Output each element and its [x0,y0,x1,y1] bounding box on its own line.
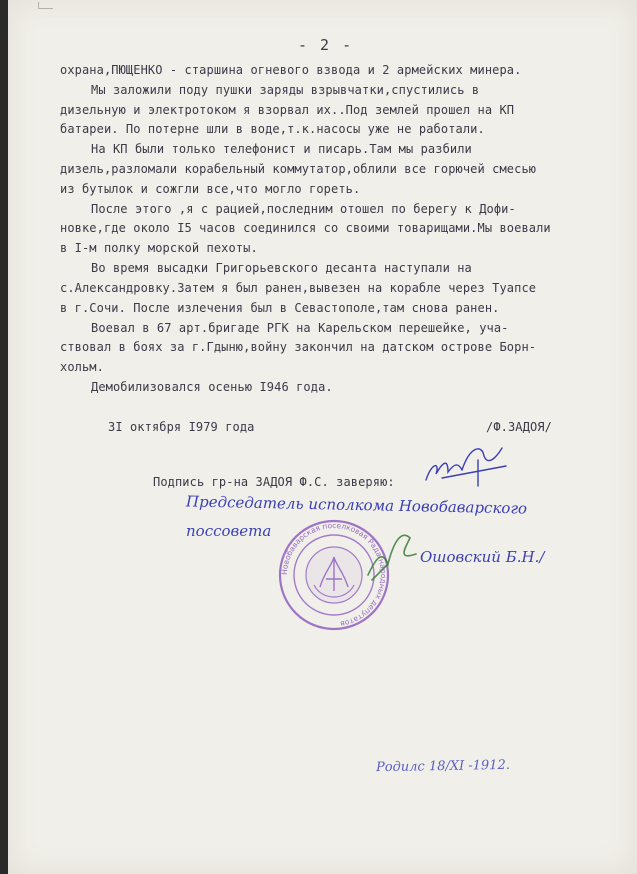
body-line: охрана,ПЮЩЕНКО - старшина огневого взвода и 2 армейских минера. [60,63,522,77]
birth-date-note: Родилс 18/XI -1912. [375,757,511,776]
official-signature [358,520,428,590]
body-line: На КП были только телефонист и писарь.Там мы разбили [91,142,472,156]
body-line: в I-м полку морской пехоты. [60,241,258,255]
body-line: дизельную и электротоком я взорвал их..Под землей прошел на КП [60,103,515,117]
body-line: из бутылок и сожгли все,что могло гореть. [60,182,361,196]
body-line: Мы заложили поду пушки заряды взрывчатки,спустились в [91,83,480,97]
body-line: новке,где около I5 часов соединился со своими товарищами.Мы воевали [60,221,551,235]
svg-text:Новобаварская поселковая Рада: Новобаварская поселковая Рада народных депутатов [279,520,389,629]
body-line: батареи. По потерне шли в воде,т.к.насосы уже не работали. [60,122,485,136]
date-line: 3I октября I979 года [108,420,255,434]
attestation-line: Подпись гр-на ЗАДОЯ Ф.С. заверяю: [153,475,395,489]
typed-signature: /Ф.ЗАДОЯ/ [486,420,552,434]
body-line: Во время высадки Григорьевского десанта наступали на [91,261,472,275]
body-line: Демобилизовался осенью I946 года. [91,380,333,394]
corner-mark [38,2,53,9]
body-line: дизель,разломали корабельный коммутатор,облили все горючей смесью [60,162,537,176]
body-line: После этого ,я с рацией,последним отошел по берегу к Дофи- [91,202,516,216]
chairman-title-line1: Председатель исполкома Новобаварского [185,492,528,518]
chairman-title-line2: поссовета [186,522,272,540]
handwritten-signature-zadoya [418,440,518,490]
document-page [8,0,637,874]
body-line: ствовал в боях за г.Гдыню,войну закончил на датском острове Борн- [60,340,537,354]
body-line: в г.Сочи. После излечения был в Севастополе,там снова ранен. [60,301,500,315]
official-name: Ошовский Б.Н./ [420,548,545,566]
body-line: Воевал в 67 арт.бригаде РГК на Карельском перешейке, уча- [91,321,509,335]
body-line: с.Александровку.Затем я был ранен,вывезен на корабле через Туапсе [60,281,537,295]
page-number: - 2 - [298,36,354,54]
body-line: хольм. [60,360,104,374]
